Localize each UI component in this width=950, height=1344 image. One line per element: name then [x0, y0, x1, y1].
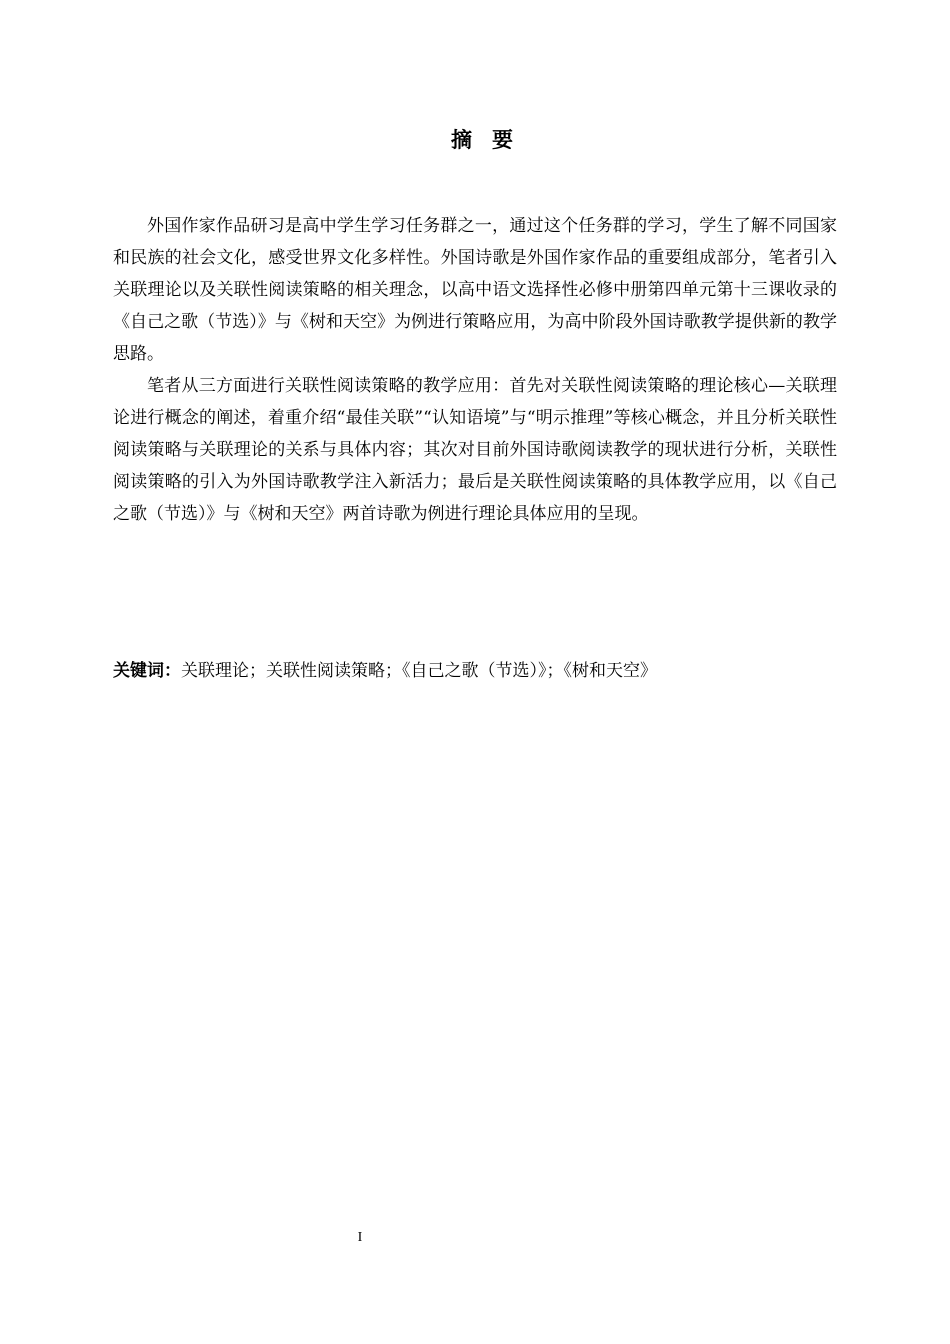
- keywords-line: [113, 655, 837, 687]
- abstract-paragraph-1: 外国作家作品研习是高中学生学习任务群之一，通过这个任务群的学习，学生了解不同国家和民族的社会文化，感受世界文化多样性。外国诗歌是外国作家作品的重要组成部分，笔者引入关联理论以及关联性阅读策略的相关理念，以高中语文选择性必修中册第四单元第十三课收录的《自己之歌（节选）》与《树和天空》为例进行策略应用，为高中阶段外国诗歌教学提供新的教学思路。: [113, 216, 837, 364]
- abstract-title: 摘要: [451, 128, 533, 152]
- keywords-text: 关联理论；关联性阅读策略；《自己之歌（节选）》；《树和天空》: [181, 661, 657, 681]
- keywords-label: 关键词：: [113, 661, 181, 681]
- abstract-paragraph-2: 笔者从三方面进行关联性阅读策略的教学应用：首先对关联性阅读策略的理论核心—关联理论进行概念的阐述，着重介绍“最佳关联”“认知语境”与“明示推理”等核心概念，并且分析关联性阅读策略与关联理论的关系与具体内容；其次对目前外国诗歌阅读教学的现状进行分析，关联性阅读策略的引入为外国诗歌教学注入新活力；最后是关联性阅读策略的具体教学应用，以《自己之歌（节选）》与《树和天空》两首诗歌为例进行理论具体应用的呈现。: [113, 376, 837, 524]
- abstract-body: [113, 210, 837, 530]
- page-number: I: [357, 1230, 363, 1245]
